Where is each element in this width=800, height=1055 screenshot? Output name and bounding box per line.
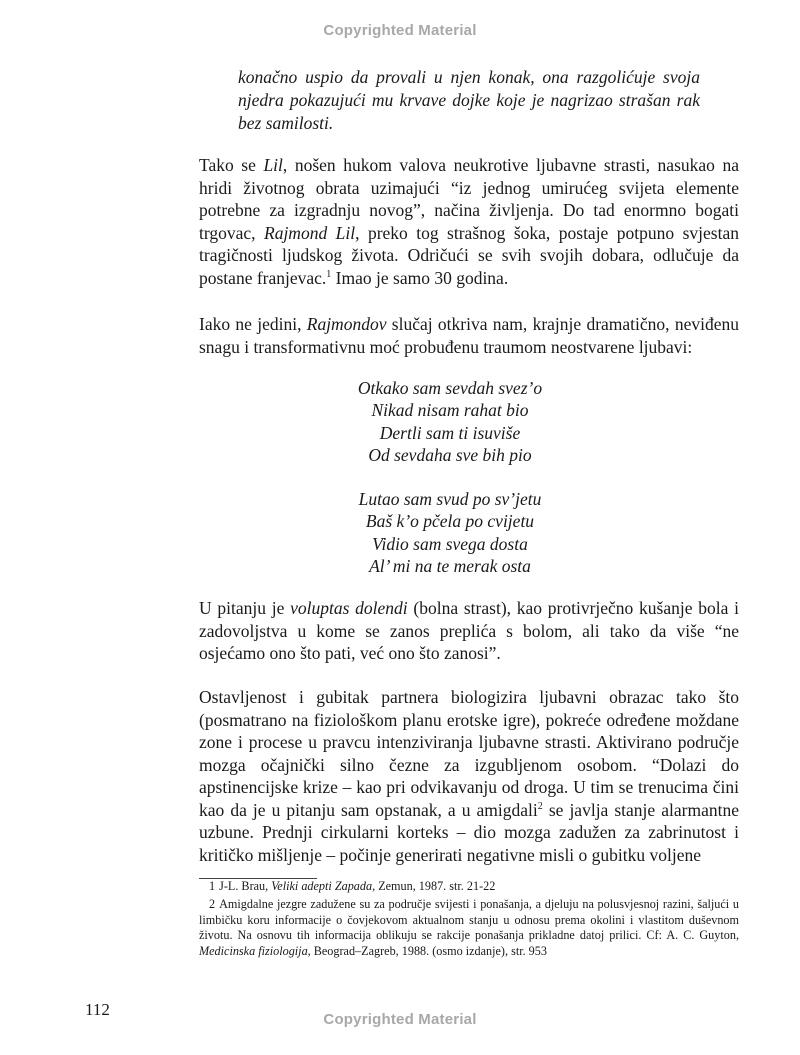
poem-line: Otkako sam sevdah svez’o	[357, 378, 543, 398]
paragraph-3	[199, 597, 739, 665]
text-run: J-L. Brau,	[219, 879, 272, 893]
paragraph-2	[199, 313, 739, 358]
poem-line: Od sevdaha sve bih pio	[368, 444, 532, 465]
text-run: Ostavljenost i gubitak partnera biologizira ljubavni obrazac tako što (posmatrano na fiziološkom planu erotske igre), pokreće određene moždane zone i procese u pravcu intenziviranja ljubavne strasti. Aktivirano područje mozga očajnički silno čezne za izgubljenom osobom. “Dolazi do apstinencijske krize – kao pri odvikavanju od droga. U tim se trenucima čini kao da je u pitanju sam opstanak, a u amigdali	[199, 687, 739, 820]
poem-line: Vidio sam svega dosta	[372, 533, 528, 554]
paragraph-4	[199, 686, 739, 866]
text-run: , Zemun, 1987. str. 21-22	[372, 879, 496, 893]
italic-title: Medicinska fiziologija	[199, 943, 308, 958]
footnote-ref-1[interactable]: 1	[326, 268, 332, 280]
text-run: , nošen hukom valova neukrotive ljubavne strasti, nasukao na hridi životnog obrata uzimajući “iz jednog umirućeg svijeta elemente potrebne za izgradnju novog”, načina življenja. Do tad enormno bogati trgovac,	[199, 155, 739, 243]
italic-term: voluptas dolendi	[290, 598, 408, 618]
poem-line: Lutao sam svud po sv’jetu	[358, 489, 542, 509]
text-run: Iako ne jedini,	[199, 314, 307, 334]
text-run: U pitanju je	[199, 598, 291, 618]
poem-line: Nikad nisam rahat bio	[371, 400, 529, 421]
poem-stanza-2	[330, 488, 570, 577]
footnote-2	[199, 897, 739, 959]
footnote-ref-2[interactable]: 2	[537, 800, 543, 812]
footnote-1	[199, 879, 739, 895]
italic-title: Veliki adepti Zapada	[271, 879, 373, 893]
text-run: se javlja stanje alarmantne uzbune. Prednji cirkularni korteks – dio mozga zadužen za zabrinutost i kritičko mišljenje – počinje generirati negativne misli o gubitku voljene	[199, 799, 739, 865]
poem-stanza-1	[330, 377, 570, 466]
italic-name: Lil	[263, 155, 283, 175]
quote-paragraph: konačno uspio da provali u njen konak, ona razgolićuje svoja njedra pokazujući mu krvave dojke koje je nagrizao strašan rak bez samilosti.	[238, 67, 700, 133]
footnote-number: 1	[209, 879, 216, 893]
poem-line: Baš k’o pčela po cvijetu	[365, 511, 535, 532]
text-run: , preko tog strašnog šoka, postaje potpuno svjestan tragičnosti ljudskog života. Odričući se svih svojih dobara, odlučuje da postane franjevac.	[199, 222, 739, 288]
copyright-watermark-top: Copyrighted Material	[323, 22, 477, 39]
poem-line: Dertli sam ti isuviše	[379, 422, 521, 443]
copyright-watermark-bottom: Copyrighted Material	[323, 1011, 477, 1028]
footnote-number: 2	[209, 897, 216, 911]
italic-name: Rajmondov	[306, 314, 387, 334]
poem-line: Al’ mi na te merak osta	[369, 555, 531, 576]
text-run: slučaj otkriva nam, krajnje dramatično, neviđenu snagu i transformativnu moć probuđenu traumom neostvarene ljubavi:	[199, 314, 739, 357]
text-run: (bolna strast), kao protivrječno kušanje bola i zadovoljstva u kome se zanos preplića s bolom, ali tako da više “ne osjećamo ono što pati, već ono što zanosi”.	[199, 598, 740, 663]
text-run: Imao je samo 30 godina.	[331, 267, 509, 288]
italic-name: Rajmond Lil	[264, 222, 356, 243]
paragraph-1	[199, 154, 739, 289]
page-number: 112	[85, 1000, 110, 1019]
text-run: Amigdalne jezgre zadužene su za područje svijesti i ponašanja, a djeluju na polusvjesnoj razini, šaljući u limbičku koru informacije o čovjekovom aktualnom stanju u odnosu prema okolini i vlastitom duševnom životu. Na osnovu tih informacija oblikuju se rakcije ponašanja prikladne datoj prilici. Cf: A. C. Guyton,	[199, 897, 739, 943]
text-run: , Beograd–Zagreb, 1988. (osmo izdanje), str. 953	[307, 943, 547, 958]
text-run: Tako se	[199, 155, 264, 175]
